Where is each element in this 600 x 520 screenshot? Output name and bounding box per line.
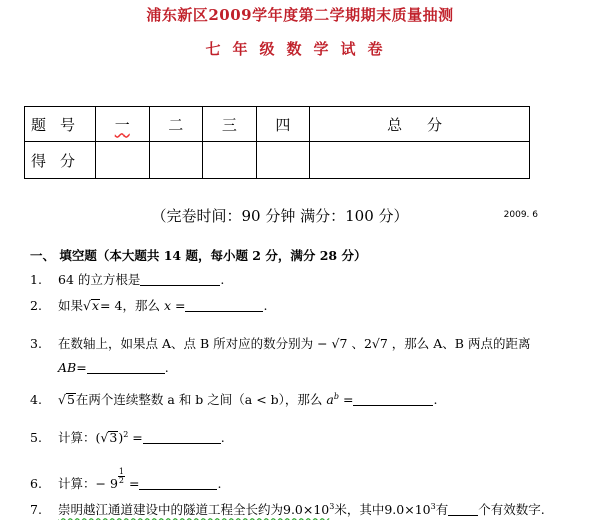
- score-cell-3[interactable]: [203, 142, 257, 179]
- question-6: [30, 468, 221, 492]
- question-5: [30, 428, 225, 446]
- section-1-title: 一、 填空题（本大题共 14 题，每小题 2 分，满分 28 分）: [30, 248, 367, 263]
- equals-sign: =: [132, 430, 143, 445]
- score-cell-total[interactable]: [310, 142, 530, 179]
- power-exponent: b: [333, 391, 339, 401]
- column-2-header: 二: [149, 107, 203, 142]
- answer-blank[interactable]: [140, 273, 220, 286]
- question-end: .: [220, 430, 225, 445]
- question-1: [30, 270, 224, 288]
- fraction-exponent: $\frac{1}{2}$: [118, 467, 124, 485]
- exam-date: 2009. 6: [503, 210, 538, 220]
- question-text: 计算：(: [58, 430, 101, 445]
- question-3: [30, 334, 530, 352]
- score-cell-1[interactable]: [96, 142, 150, 179]
- score-cell-4[interactable]: [256, 142, 310, 179]
- equals-sign: =: [342, 392, 354, 407]
- answer-blank[interactable]: [185, 299, 263, 312]
- answer-blank[interactable]: [448, 503, 478, 516]
- question-number: 7.: [30, 502, 42, 517]
- question-end: .: [217, 476, 222, 491]
- question-2: [30, 296, 267, 314]
- answer-blank[interactable]: [353, 393, 433, 406]
- equals-sign: =: [128, 476, 140, 491]
- question-text: 有: [435, 502, 449, 517]
- score-table-header-row: [25, 107, 530, 142]
- power-base: a: [326, 392, 334, 407]
- score-table: [24, 106, 530, 179]
- question-text: AB=: [58, 360, 87, 375]
- exam-subtitle: 七年级数学试卷: [205, 40, 395, 58]
- question-number: 4.: [30, 392, 42, 407]
- question-text: = 4，那么: [100, 298, 160, 313]
- question-text: 个有效数字.: [478, 502, 545, 517]
- question-text: 如果: [58, 298, 84, 313]
- score-table-score-row: [25, 142, 530, 179]
- answer-blank[interactable]: [139, 477, 217, 490]
- question-text: 64 的立方根是: [58, 272, 141, 287]
- exam-time-note: （完卷时间：90 分钟 满分：100 分）: [151, 207, 409, 225]
- question-number: 3.: [30, 336, 42, 351]
- variable: x: [163, 298, 171, 313]
- question-end: .: [220, 272, 225, 287]
- question-text: 在两个连续整数 a 和 b 之间（a < b），那么: [75, 392, 323, 407]
- question-number: 2.: [30, 298, 42, 313]
- power-exponent: 2: [123, 429, 129, 439]
- answer-blank[interactable]: [87, 361, 165, 374]
- answer-blank[interactable]: [143, 431, 221, 444]
- column-4-header: 四: [256, 107, 310, 142]
- question-end: .: [164, 360, 169, 375]
- question-3-continuation: [58, 360, 169, 375]
- total-column-header: 总 分: [310, 107, 530, 142]
- question-text: 在数轴上，如果点 A、点 B 所对应的数分别为 − √7 、2√7 ，那么 A、B 两点的距离: [58, 336, 531, 351]
- sqrt-expression: √5: [58, 392, 75, 407]
- equals-sign: =: [174, 298, 186, 313]
- score-label: 得分: [25, 142, 96, 179]
- paren-close: ): [118, 430, 124, 445]
- question-text: 计算：− 9: [58, 476, 118, 491]
- column-1-header: 一: [96, 107, 150, 142]
- question-number: 1.: [30, 272, 42, 287]
- power-exponent: 3: [430, 501, 436, 511]
- question-text: 米，其中9.0×10: [334, 502, 431, 517]
- question-end: .: [263, 298, 268, 313]
- question-number-label: 题号: [25, 107, 96, 142]
- question-number: 6.: [30, 476, 42, 491]
- power-exponent: 3: [329, 501, 335, 511]
- question-7: [30, 500, 545, 518]
- question-number: 5.: [30, 430, 42, 445]
- question-4: [30, 390, 437, 408]
- question-end: .: [433, 392, 438, 407]
- sqrt-expression: √3: [100, 430, 118, 445]
- exam-title: 浦东新区2009学年度第二学期期末质量抽测: [146, 6, 454, 24]
- sqrt-expression: √x: [83, 298, 100, 313]
- column-3-header: 三: [203, 107, 257, 142]
- score-cell-2[interactable]: [149, 142, 203, 179]
- question-text: 崇明越江通道建设中的隧道工程全长约为9.0×10: [58, 502, 330, 517]
